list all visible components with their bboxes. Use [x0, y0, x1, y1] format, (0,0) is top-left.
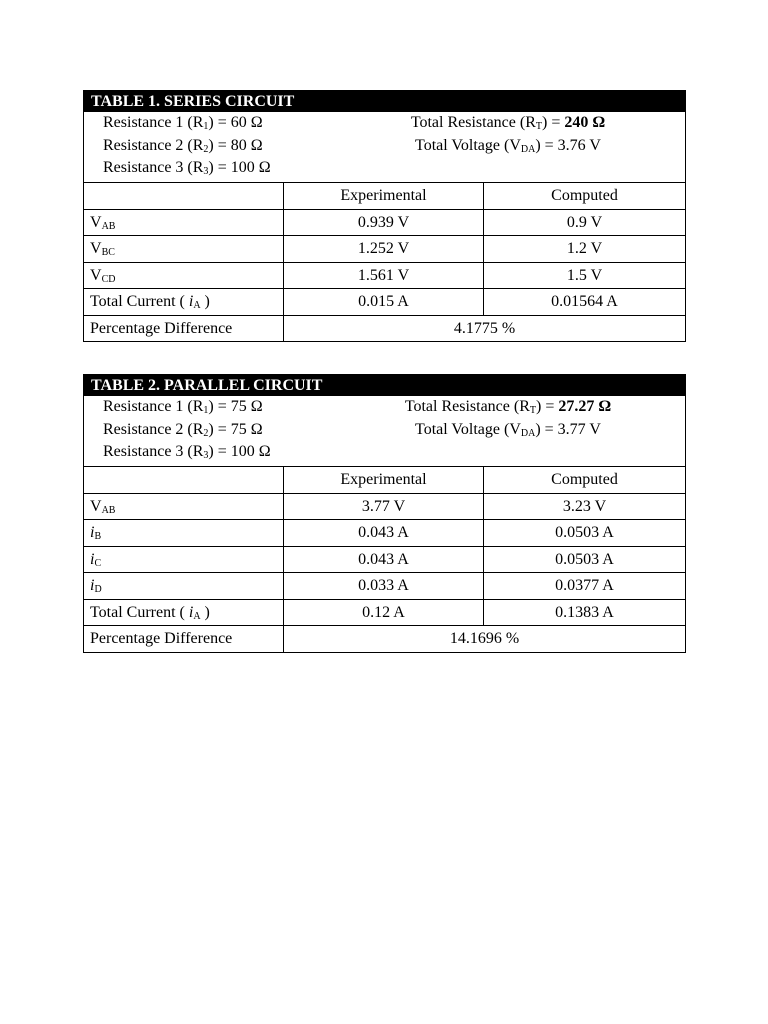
table-row	[84, 236, 685, 263]
row-label: Total Current ( $i_A$ )	[84, 289, 284, 315]
resistance-3: Resistance 3 $(R_3) = 100$ Ω	[103, 443, 271, 461]
row-label: Total Current ( $i_A$ )	[84, 600, 284, 626]
total-resistance: Total Resistance $(R_T) = 240$ Ω	[410, 114, 606, 132]
total-voltage: Total Voltage $(V_{DA}) = 3.76$ V	[415, 137, 601, 155]
col-computed: Computed	[551, 187, 618, 204]
row-label: Percentage Difference	[84, 626, 284, 652]
computed-value: 0.01564 A	[551, 293, 618, 310]
table-row	[84, 210, 685, 237]
table-row	[84, 573, 685, 600]
resistance-1: Resistance 1 $(R_1) = 75$ Ω	[103, 398, 263, 416]
percentage-value: 14.1696 %	[449, 630, 520, 647]
experimental-value: 0.015 A	[284, 289, 484, 315]
column-header-row	[84, 467, 685, 494]
parallel-circuit-table	[83, 374, 686, 653]
computed-value: 0.9 V	[566, 213, 603, 231]
table-title: TABLE 1. SERIES CIRCUIT	[84, 91, 685, 112]
row-label: $i_C$	[84, 547, 284, 573]
computed-value: 3.23 V	[562, 497, 607, 515]
column-header-row	[84, 183, 685, 210]
experimental-value: 0.12 A	[284, 600, 484, 626]
row-label: $V_{AB}$	[84, 210, 284, 236]
table-row	[84, 520, 685, 547]
row-label: $i_B$	[84, 520, 284, 546]
table-header-info	[84, 396, 685, 467]
row-label: $V_{CD}$	[84, 263, 284, 289]
percentage-value: 4.1775 %	[453, 319, 516, 337]
row-label: $V_{AB}$	[84, 494, 284, 520]
experimental-value: 3.77 V	[284, 494, 484, 520]
row-label: $i_D$	[84, 573, 284, 599]
table-row	[84, 547, 685, 574]
computed-value: 1.5 V	[566, 266, 603, 284]
table-title: TABLE 2. PARALLEL CIRCUIT	[84, 375, 685, 396]
computed-value: 0.0377 A	[555, 577, 614, 594]
computed-value: 0.1383 A	[555, 603, 614, 621]
row-label: $V_{BC}$	[84, 236, 284, 262]
total-resistance: Total Resistance $(R_T) = 27.27$ Ω	[404, 398, 612, 416]
table-header-info	[84, 112, 685, 183]
experimental-value: 0.043 A	[284, 520, 484, 546]
percentage-difference-row	[84, 316, 685, 342]
experimental-value: 0.033 A	[284, 573, 484, 599]
computed-value: 1.2 V	[566, 240, 603, 257]
total-current-row	[84, 289, 685, 316]
col-computed: Computed	[551, 471, 618, 488]
total-voltage: Total Voltage $(V_{DA}) = 3.77$ V	[415, 421, 601, 439]
series-circuit-table	[83, 90, 686, 342]
resistance-3: Resistance 3 $(R_3) = 100$ Ω	[103, 159, 271, 177]
resistance-2: Resistance 2 $(R_2) = 75$ Ω	[103, 421, 263, 439]
experimental-value: 1.252 V	[284, 236, 484, 262]
resistance-1: Resistance 1 $(R_1) = 60$ Ω	[103, 114, 263, 132]
experimental-value: 0.939 V	[284, 210, 484, 236]
resistance-2: Resistance 2 $(R_2) = 80$ Ω	[103, 137, 263, 155]
table-row	[84, 263, 685, 290]
table-row	[84, 494, 685, 521]
percentage-difference-row	[84, 626, 685, 652]
computed-value: 0.0503 A	[555, 550, 614, 568]
col-experimental: Experimental	[284, 467, 484, 493]
row-label: Percentage Difference	[84, 316, 284, 342]
experimental-value: 0.043 A	[284, 547, 484, 573]
computed-value: 0.0503 A	[555, 524, 614, 541]
col-experimental: Experimental	[284, 183, 484, 209]
total-current-row	[84, 600, 685, 627]
experimental-value: 1.561 V	[284, 263, 484, 289]
